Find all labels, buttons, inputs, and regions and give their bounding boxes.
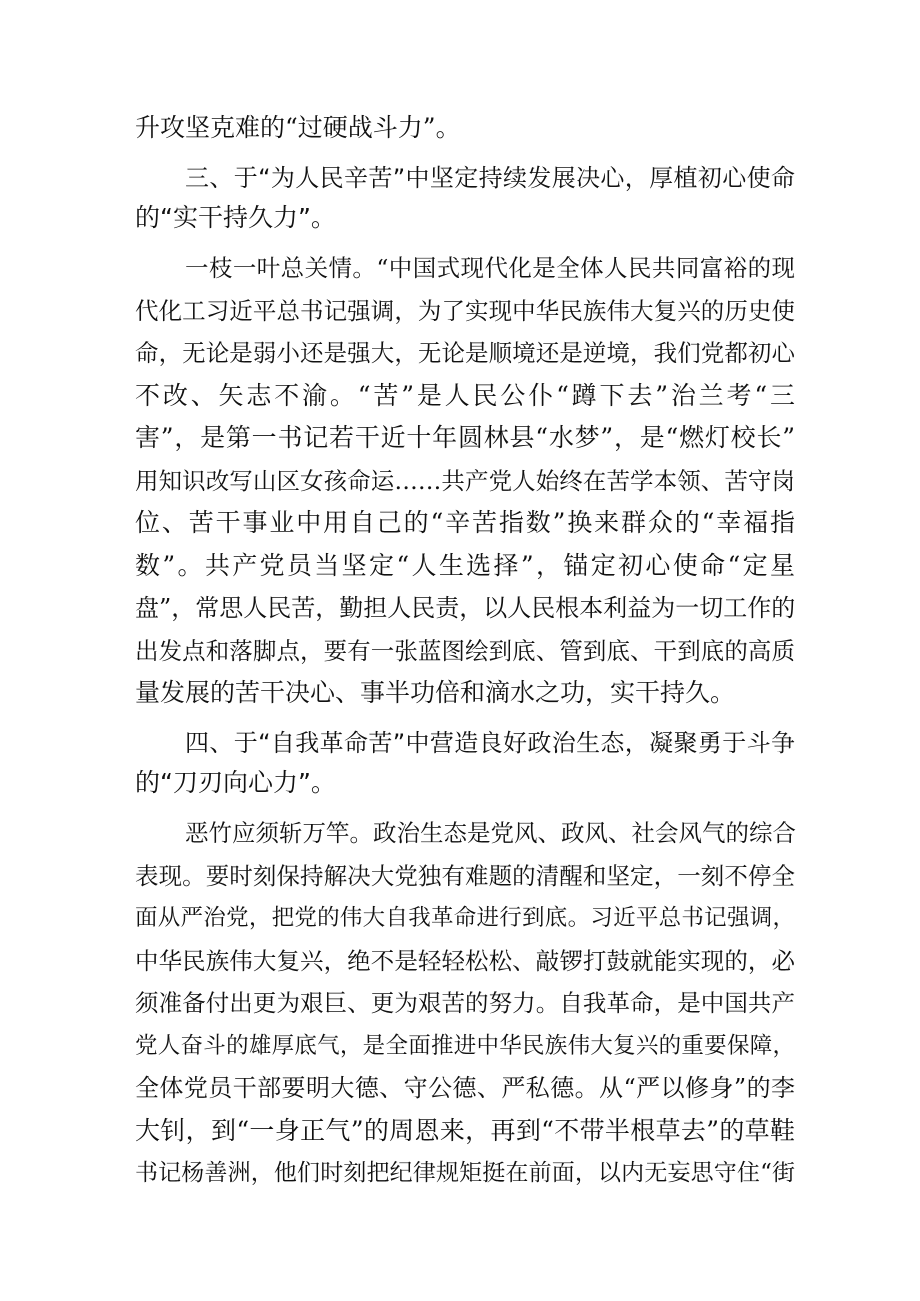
body-line: 代化工习近平总书记强调，为了实现中华民族伟大复兴的历史使 (135, 297, 795, 325)
body-line: 命，无论是弱小还是强大，无论是顺境还是逆境，我们党都初心 (135, 339, 795, 367)
body-line: 恶竹应须斩万竿。政治生态是党风、政风、社会风气的综合 (185, 819, 796, 847)
body-line: 数”。共产党员当坚定“人生选择”，锚定初心使命“定星 (135, 551, 795, 580)
section-heading-continued: 的“刀刃向心力”。 (135, 768, 336, 797)
body-line: 盘”，常思人民苦，勤担人民责，以人民根本利益为一切工作的 (135, 594, 796, 622)
body-line: 用知识改写山区女孩命运……共产党人始终在苦学本领、苦守岗 (135, 467, 795, 495)
body-line: 面从严治党，把党的伟大自我革命进行到底。习近平总书记强调， (135, 905, 795, 931)
body-line: 表现。要时刻保持解决大党独有难题的清醒和坚定，一刻不停全 (135, 862, 795, 890)
body-line: 须准备付出更为艰巨、更为艰苦的努力。自我革命，是中国共产 (135, 989, 795, 1017)
body-line: 升攻坚克难的“过硬战斗力”。 (135, 113, 461, 142)
body-line: 全体党员干部要明大德、守公德、严私德。从“严以修身”的李 (135, 1074, 795, 1102)
section-heading-continued: 的“实干持久力”。 (135, 203, 336, 232)
section-heading: 四、于“自我革命苦”中营造良好政治生态，凝聚勇于斗争 (185, 729, 795, 757)
body-line: 位、苦干事业中用自己的“辛苦指数”换来群众的“幸福指 (135, 508, 795, 537)
body-line: 量发展的苦干决心、事半功倍和滴水之功，实干持久。 (135, 678, 736, 707)
body-line: 大钊，到“一身正气”的周恩来，再到“不带半根草去”的草鞋 (135, 1116, 795, 1145)
body-line: 出发点和落脚点，要有一张蓝图绘到底、管到底、干到底的高质 (135, 637, 795, 665)
body-line: 一枝一叶总关情。“中国式现代化是全体人民共同富裕的现 (185, 254, 795, 282)
body-line: 害”，是第一书记若干近十年圆林县“水梦”，是“燃灯校长” (135, 423, 795, 452)
body-line: 不改、矢志不渝。“苦”是人民公仆“蹲下去”治兰考“三 (135, 381, 795, 410)
body-line: 中华民族伟大复兴，绝不是轻轻松松、敲锣打鼓就能实现的，必 (135, 947, 795, 975)
section-heading: 三、于“为人民辛苦”中坚定持续发展决心，厚植初心使命 (185, 164, 795, 192)
body-line: 党人奋斗的雄厚底气，是全面推进中华民族伟大复兴的重要保障， (135, 1033, 795, 1059)
body-line: 书记杨善洲，他们时刻把纪律规矩挺在前面，以内无妄思守住“街 (135, 1160, 795, 1186)
